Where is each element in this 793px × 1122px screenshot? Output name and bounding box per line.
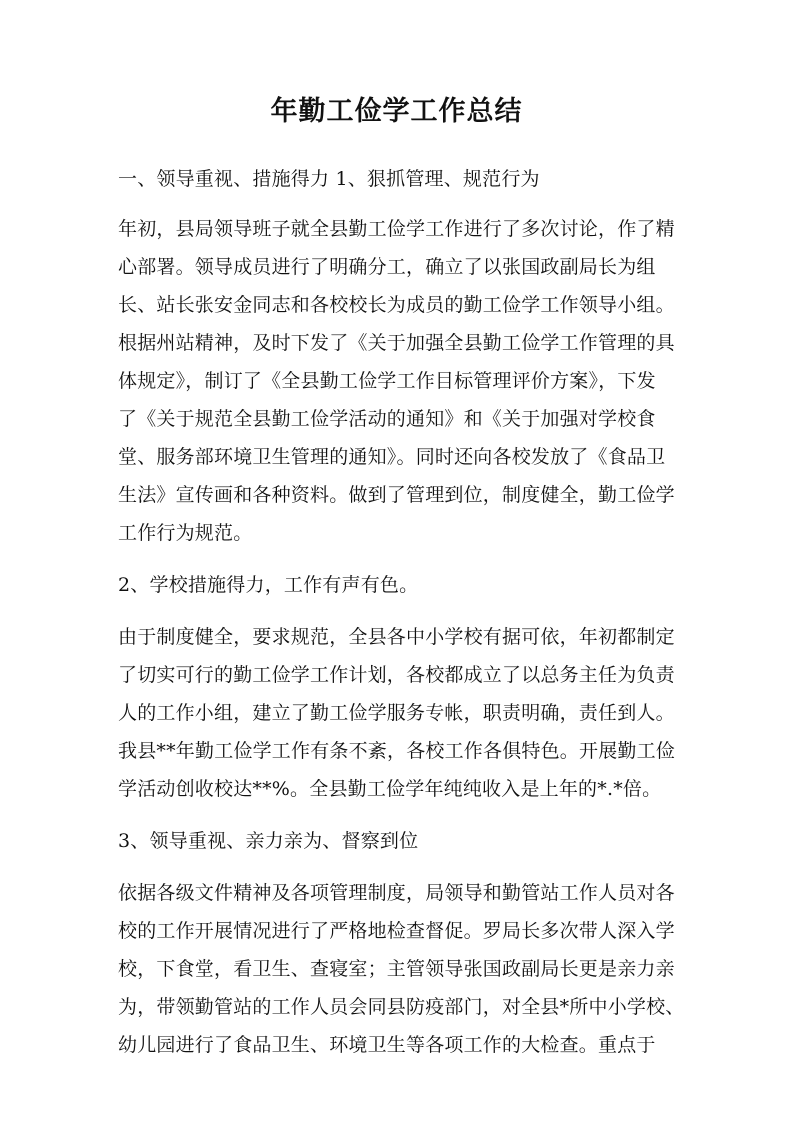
paragraph-line: 心部署。领导成员进行了明确分工，确立了以张国政副局长为组 bbox=[118, 256, 656, 278]
paragraph-line: 根据州站精神，及时下发了《关于加强全县勤工俭学工作管理的具 bbox=[118, 332, 675, 354]
paragraph-3 bbox=[118, 874, 684, 1064]
paragraph-line: 人的工作小组，建立了勤工俭学服务专帐，职责明确，责任到人。 bbox=[118, 702, 675, 724]
paragraph-line: 生法》宣传画和各种资料。做到了管理到位，制度健全，勤工俭学 bbox=[118, 484, 675, 506]
paragraph-line: 由于制度健全，要求规范，全县各中小学校有据可依，年初都制定 bbox=[118, 626, 675, 648]
paragraph-line: 长、站长张安金同志和各校校长为成员的勤工俭学工作领导小组。 bbox=[118, 294, 675, 316]
paragraph-line: 学活动创收校达**%。全县勤工俭学年纯纯收入是上年的*.*倍。 bbox=[118, 778, 662, 800]
paragraph-line: 幼儿园进行了食品卫生、环境卫生等各项工作的大检查。重点于 bbox=[118, 1034, 656, 1056]
paragraph-2 bbox=[118, 618, 684, 808]
document-body bbox=[118, 160, 684, 1064]
paragraph-line: 我县**年勤工俭学工作有条不紊，各校工作各俱特色。开展勤工俭 bbox=[118, 740, 676, 762]
document-title: 年勤工俭学工作总结 bbox=[270, 96, 523, 127]
section-heading-2: 2、学校措施得力，工作有声有色。 bbox=[118, 574, 419, 596]
paragraph-1 bbox=[118, 210, 684, 552]
paragraph-line: 为，带领勤管站的工作人员会同县防疫部门，对全县*所中小学校、 bbox=[118, 996, 685, 1018]
section-heading-3: 3、领导重视、亲力亲为、督察到位 bbox=[118, 830, 419, 852]
paragraph-line: 工作行为规范。 bbox=[118, 522, 253, 544]
paragraph-line: 了切实可行的勤工俭学工作计划，各校都成立了以总务主任为负责 bbox=[118, 664, 675, 686]
paragraph-line: 体规定》，制订了《全县勤工俭学工作目标管理评价方案》，下发 bbox=[118, 370, 656, 392]
section-heading-1: 一、领导重视、措施得力 1、狠抓管理、规范行为 bbox=[118, 168, 540, 190]
paragraph-line: 依据各级文件精神及各项管理制度，局领导和勤管站工作人员对各 bbox=[118, 882, 675, 904]
paragraph-line: 堂、服务部环境卫生管理的通知》。同时还向各校发放了《食品卫 bbox=[118, 446, 666, 468]
paragraph-line: 校的工作开展情况进行了严格地检查督促。罗局长多次带人深入学 bbox=[118, 920, 675, 942]
paragraph-line: 了《关于规范全县勤工俭学活动的通知》和《关于加强对学校食 bbox=[118, 408, 656, 430]
paragraph-line: 校，下食堂，看卫生、查寝室；主管领导张国政副局长更是亲力亲 bbox=[118, 958, 675, 980]
paragraph-line: 年初，县局领导班子就全县勤工俭学工作进行了多次讨论，作了精 bbox=[118, 218, 675, 240]
